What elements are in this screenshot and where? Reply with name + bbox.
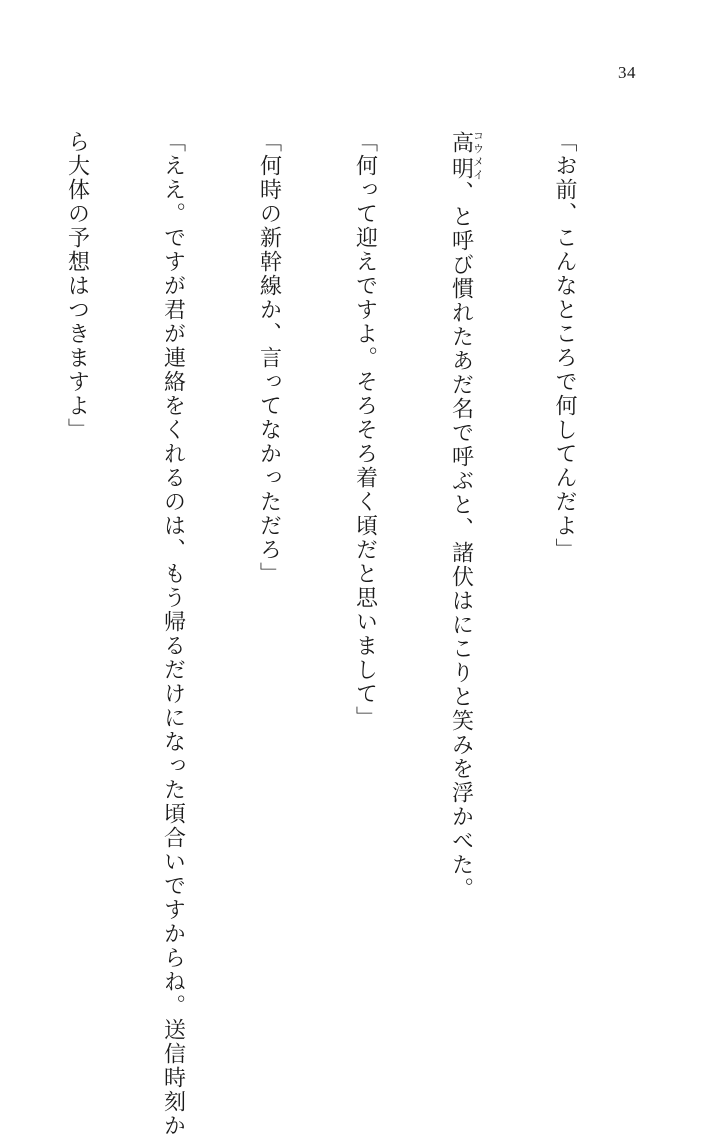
text-line — [445, 130, 485, 970]
page-number: 34 — [618, 63, 636, 82]
text-line: ら大体の予想はつきますよ」 — [64, 130, 90, 442]
ruby-base: 高明 — [448, 130, 474, 182]
text-line: 「何時の新幹線か、言ってなかっただろ」 — [256, 130, 282, 586]
text-line-rest: 、と呼び慣れたあだ名で呼ぶと、諸伏はにこりと笑みを浮かべた。 — [448, 181, 474, 901]
text-line: 「ええ。ですが君が連絡をくれるのは、もう帰るだけになった頃合いですからね。送信時刻か — [160, 130, 186, 1138]
vertical-text-body — [0, 130, 644, 1138]
ruby-reading: コウメイ — [471, 130, 485, 182]
text-line: 「何って迎えですよ。そろそろ着く頃だと思いまして」 — [352, 130, 378, 730]
ruby-name — [448, 130, 485, 182]
text-line: 「お前、こんなところで何してんだよ」 — [552, 130, 577, 562]
